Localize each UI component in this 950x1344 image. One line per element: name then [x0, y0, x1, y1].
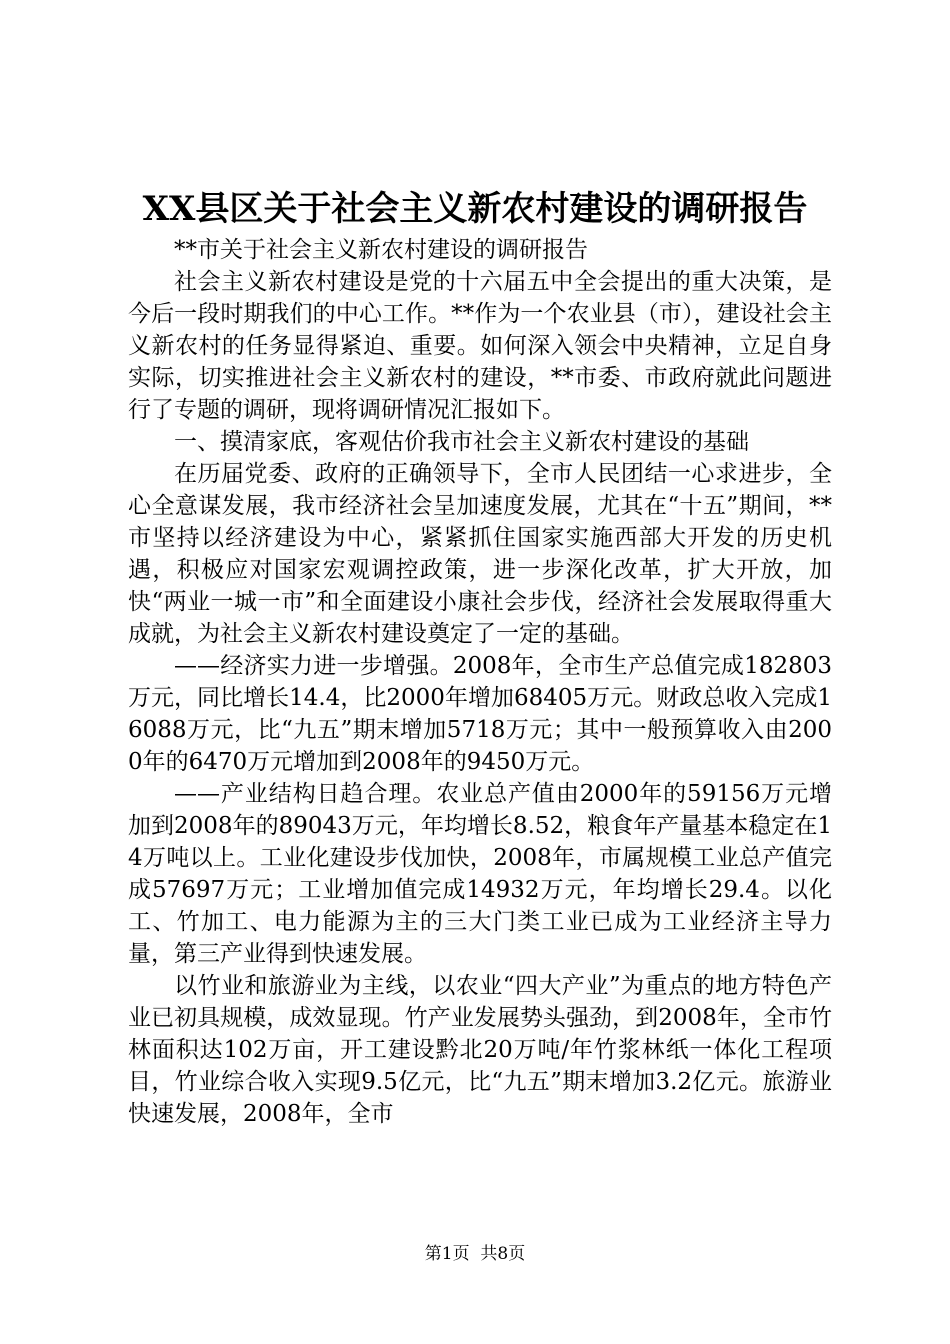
paragraph-section-heading: 一、摸清家底，客观估价我市社会主义新农村建设的基础 [174, 429, 749, 455]
paragraph-subtitle: **市关于社会主义新农村建设的调研报告 [174, 237, 588, 263]
document-title: XX县区关于社会主义新农村建设的调研报告 [142, 189, 808, 229]
page-total: 共8页 [480, 1244, 526, 1264]
paragraph-specialty: 以竹业和旅游业为主线，以农业“四大产业”为重点的地方特色产业已初具规模，成效显现。竹产业发展势头强劲，到2008年，全市竹林面积达102万亩，开工建设黔北20万吨/年竹浆林纸一体化工程项目，竹业综合收入实现9.5亿元，比“九五”期末增加3.2亿元。旅游业快速发展，2008年，全市 [128, 973, 832, 1127]
paragraph-background: 在历届党委、政府的正确领导下，全市人民团结一心求进步，全心全意谋发展，我市经济社会呈加速度发展，尤其在“十五”期间，**市坚持以经济建设为中心，紧紧抓住国家实施西部大开发的历史机遇，积极应对国家宏观调控政策，进一步深化改革，扩大开放，加快“两业一城一市”和全面建设小康社会步伐，经济社会发展取得重大成就，为社会主义新农村建设奠定了一定的基础。 [128, 461, 832, 647]
page-footer [0, 1242, 950, 1266]
paragraph-industry: ——产业结构日趋合理。农业总产值由2000年的59156万元增加到2008年的89043万元，年均增长8.52，粮食年产量基本稳定在14万吨以上。工业化建设步伐加快，2008年，市属规模工业总产值完成57697万元；工业增加值完成14932万元，年均增长29.4。以化工、竹加工、电力能源为主的三大门类工业已成为工业经济主导力量，第三产业得到快速发展。 [128, 781, 832, 967]
paragraph-intro: 社会主义新农村建设是党的十六届五中全会提出的重大决策，是今后一段时期我们的中心工作。**作为一个农业县（市），建设社会主义新农村的任务显得紧迫、重要。如何深入领会中央精神，立足自身实际，切实推进社会主义新农村的建设，**市委、市政府就此问题进行了专题的调研，现将调研情况汇报如下。 [128, 269, 832, 423]
document-body [128, 234, 832, 1130]
page-number: 第1页 [424, 1244, 470, 1264]
paragraph-economy: ——经济实力进一步增强。2008年，全市生产总值完成182803万元，同比增长14.4，比2000年增加68405万元。财政总收入完成16088万元，比“九五”期末增加5718万元；其中一般预算收入由2000年的6470万元增加到2008年的9450万元。 [128, 653, 832, 775]
